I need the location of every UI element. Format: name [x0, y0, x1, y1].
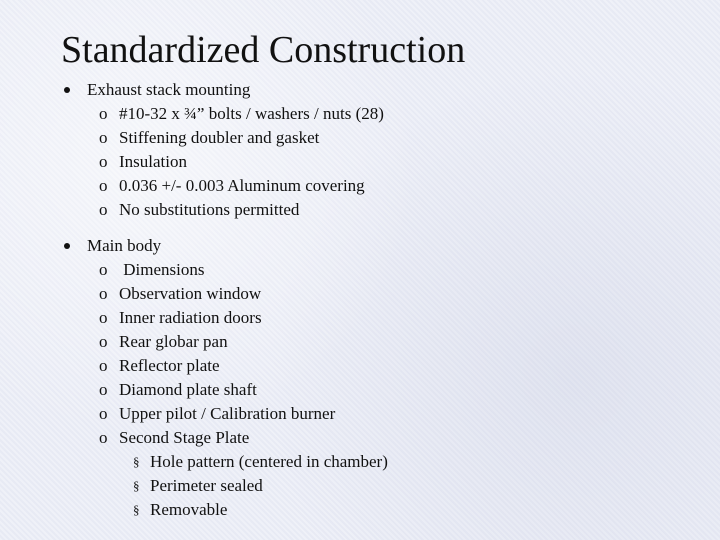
sub-sub-item-text: Hole pattern (centered in chamber)	[150, 452, 388, 471]
sub-item-text: Second Stage Plate	[119, 428, 250, 447]
sub-item-text: 0.036 +/- 0.003 Aluminum covering	[119, 176, 365, 195]
slide-title: Standardized Construction	[61, 29, 466, 71]
sub-sub-item-text: Removable	[150, 500, 228, 519]
sub-item-text: Upper pilot / Calibration burner	[119, 404, 336, 423]
circle-bullet-icon: o	[99, 284, 108, 303]
circle-bullet-icon: o	[99, 332, 108, 351]
section-bullet-icon: §	[133, 478, 140, 493]
circle-bullet-icon: o	[99, 176, 108, 195]
sub-item-text: #10-32 x ¾” bolts / washers / nuts (28)	[119, 104, 384, 123]
sub-item-text: Rear globar pan	[119, 332, 228, 351]
sub-item-text: Inner radiation doors	[119, 308, 262, 327]
circle-bullet-icon: o	[99, 104, 108, 123]
circle-bullet-icon: o	[99, 428, 108, 447]
circle-bullet-icon: o	[99, 404, 108, 423]
section-bullet-icon: §	[133, 502, 140, 517]
sub-sub-item-text: Perimeter sealed	[150, 476, 263, 495]
circle-bullet-icon: o	[99, 260, 108, 279]
sub-item-text: Dimensions	[119, 260, 205, 279]
sub-item-text: Observation window	[119, 284, 262, 303]
circle-bullet-icon: o	[99, 308, 108, 327]
sub-item-text: Reflector plate	[119, 356, 220, 375]
bullet-text: Exhaust stack mounting	[87, 80, 251, 99]
sub-item-text: No substitutions permitted	[119, 200, 300, 219]
section-bullet-icon: §	[133, 454, 140, 469]
circle-bullet-icon: o	[99, 152, 108, 171]
bullet-dot-icon	[64, 87, 70, 93]
bullet-dot-icon	[64, 243, 70, 249]
sub-item-text: Stiffening doubler and gasket	[119, 128, 320, 147]
circle-bullet-icon: o	[99, 356, 108, 375]
circle-bullet-icon: o	[99, 380, 108, 399]
circle-bullet-icon: o	[99, 128, 108, 147]
sub-item-text: Insulation	[119, 152, 187, 171]
sub-item-text: Diamond plate shaft	[119, 380, 257, 399]
bullet-text: Main body	[87, 236, 162, 255]
circle-bullet-icon: o	[99, 200, 108, 219]
